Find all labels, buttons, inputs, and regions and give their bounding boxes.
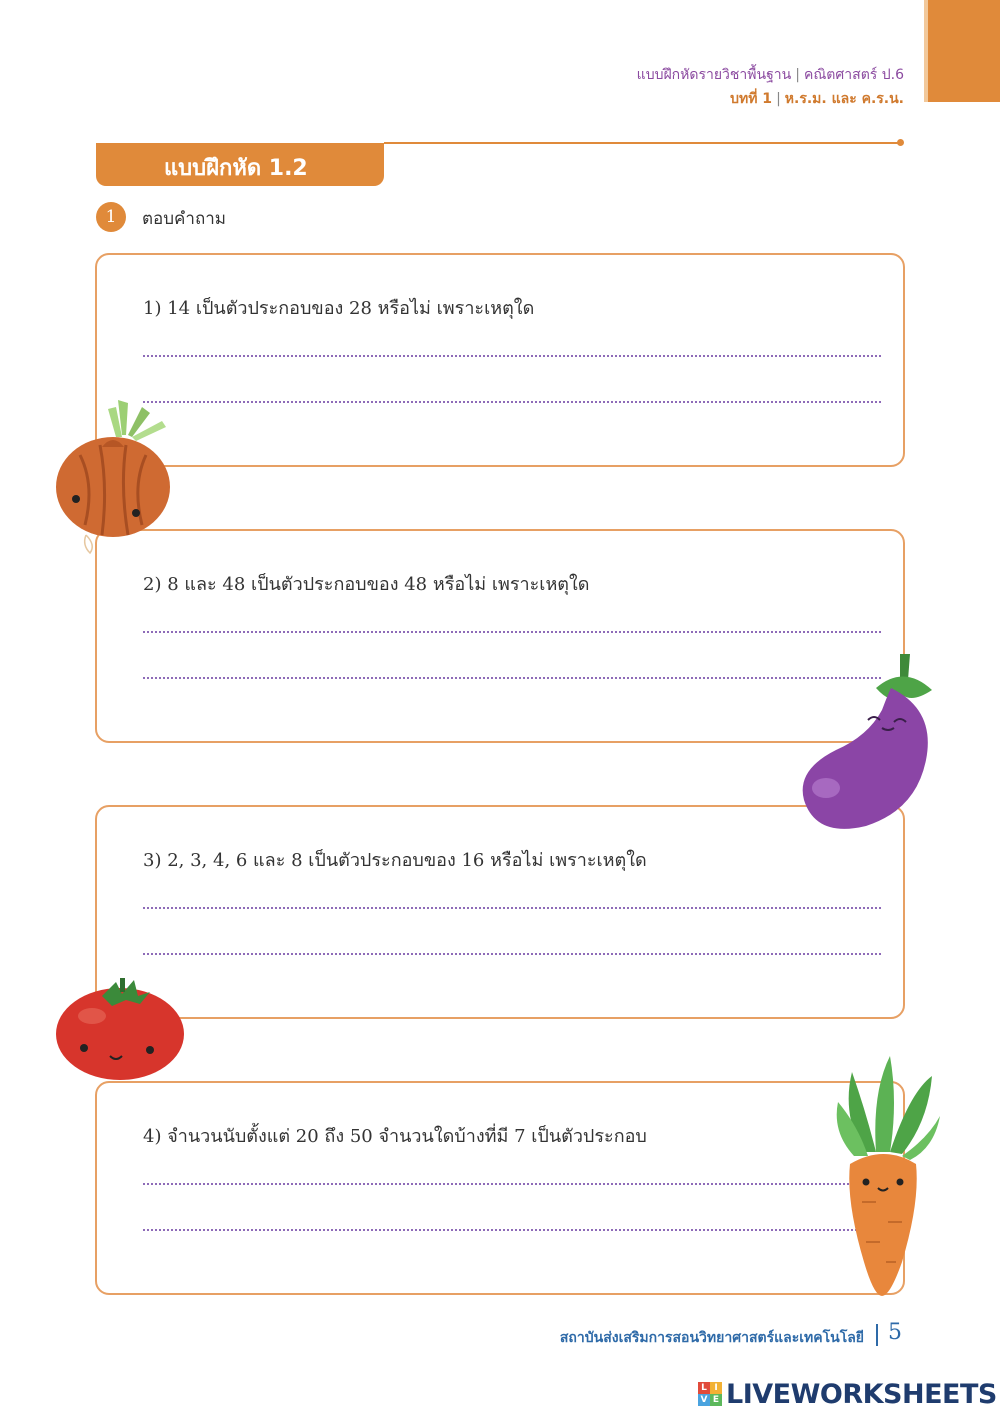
footer-divider bbox=[876, 1324, 878, 1346]
onion-icon bbox=[50, 395, 180, 560]
question-text: 2) 8 และ 48 เป็นตัวประกอบของ 48 หรือไม่ เพราะเหตุใด bbox=[143, 574, 590, 595]
corner-tab bbox=[928, 0, 1000, 102]
exercise-title: แบบฝึกหัด 1.2 bbox=[164, 156, 308, 181]
footer-institute: สถาบันส่งเสริมการสอนวิทยาศาสตร์และเทคโนโลยี bbox=[559, 1330, 864, 1346]
header-subject-line: แบบฝึกหัดรายวิชาพื้นฐาน | คณิตศาสตร์ ป.6 bbox=[636, 67, 904, 83]
liveworksheets-logo bbox=[698, 1380, 997, 1408]
answer-line-2[interactable] bbox=[143, 401, 881, 403]
question-text: 4) จำนวนนับตั้งแต่ 20 ถึง 50 จำนวนใดบ้างที่มี 7 เป็นตัวประกอบ bbox=[143, 1126, 647, 1147]
answer-line-2[interactable] bbox=[143, 953, 881, 955]
title-rule bbox=[384, 142, 900, 144]
exercise-title-bar bbox=[96, 143, 384, 186]
header-subject: แบบฝึกหัดรายวิชาพื้นฐาน bbox=[636, 67, 792, 83]
carrot-icon bbox=[832, 1052, 942, 1300]
answer-line-2[interactable] bbox=[143, 677, 881, 679]
question-box-3 bbox=[95, 805, 905, 1019]
answer-line-1[interactable] bbox=[143, 1183, 881, 1185]
answer-line-1[interactable] bbox=[143, 355, 881, 357]
answer-line-2[interactable] bbox=[143, 1229, 881, 1231]
liveworksheets-icon: L I V E bbox=[698, 1382, 722, 1406]
liveworksheets-wordmark: LIVEWORKSHEETS bbox=[726, 1378, 997, 1410]
exercise-instruction: ตอบคำถาม bbox=[142, 209, 227, 229]
exercise-number-badge: 1 bbox=[96, 202, 126, 232]
eggplant-icon bbox=[796, 650, 936, 835]
header-chapter: บทที่ 1 bbox=[730, 91, 773, 107]
tomato-icon bbox=[52, 976, 190, 1086]
question-box-4 bbox=[95, 1081, 905, 1295]
answer-line-1[interactable] bbox=[143, 907, 881, 909]
question-box-2 bbox=[95, 529, 905, 743]
header-course: คณิตศาสตร์ ป.6 bbox=[803, 67, 904, 83]
answer-line-1[interactable] bbox=[143, 631, 881, 633]
header-topic: ห.ร.ม. และ ค.ร.น. bbox=[784, 91, 904, 107]
title-rule-dot bbox=[897, 139, 904, 146]
question-text: 3) 2, 3, 4, 6 และ 8 เป็นตัวประกอบของ 16 หรือไม่ เพราะเหตุใด bbox=[143, 850, 647, 871]
question-text: 1) 14 เป็นตัวประกอบของ 28 หรือไม่ เพราะเหตุใด bbox=[143, 298, 535, 319]
question-box-1 bbox=[95, 253, 905, 467]
header-chapter-line: บทที่ 1 | ห.ร.ม. และ ค.ร.น. bbox=[730, 91, 904, 107]
page-number: 5 bbox=[888, 1320, 902, 1345]
